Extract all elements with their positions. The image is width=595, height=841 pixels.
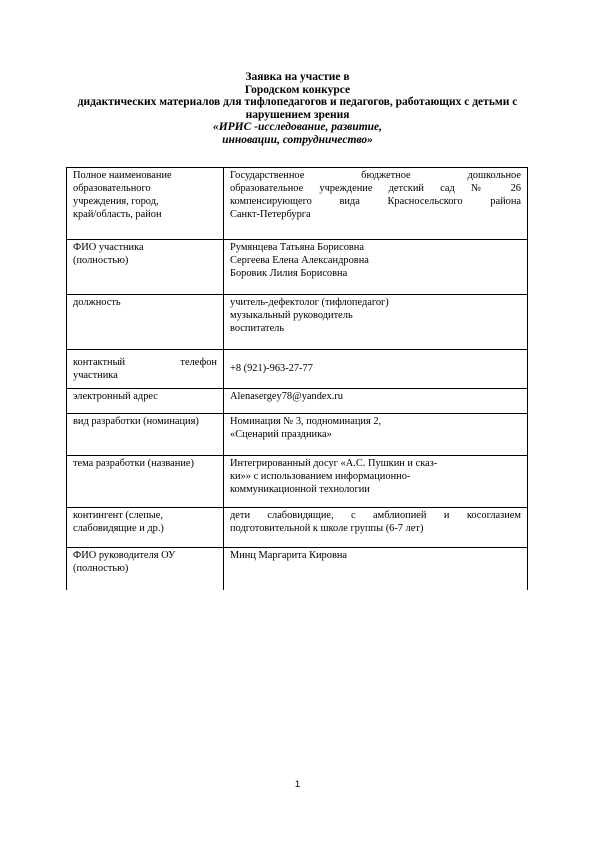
- label-text: ФИО участника: [73, 242, 144, 253]
- field-value-participant: [224, 240, 528, 295]
- field-value-contingent: [224, 508, 528, 548]
- value-text: компенсирующего вида Красносельского района: [230, 196, 521, 207]
- field-value-position: [224, 295, 528, 350]
- field-value-phone: [224, 350, 528, 389]
- label-text: образовательного: [73, 183, 151, 194]
- label-text: вид разработки (номинация): [73, 416, 199, 427]
- label-text: контактный телефон: [73, 356, 217, 368]
- field-value-head: [224, 548, 528, 590]
- document-heading: [40, 71, 555, 147]
- value-text: ки»» с использованием информационно-: [230, 471, 411, 482]
- value-text: Румянцева Татьяна Борисовна: [230, 242, 364, 253]
- label-text: учреждения, город,: [73, 196, 159, 207]
- value-text: Alenasergey78@yandex.ru: [230, 391, 343, 402]
- application-form-table: [66, 167, 528, 590]
- label-text: электронный адрес: [73, 391, 158, 402]
- value-text: Государственное бюджетное дошкольное: [230, 170, 521, 181]
- field-label-email: [67, 389, 224, 414]
- contest-name-line: «ИРИС -исследование, развитие,: [212, 121, 383, 134]
- table-row: [67, 240, 528, 295]
- value-text: Интегрированный досуг «А.С. Пушкин и сказ-: [230, 458, 438, 469]
- table-row: [67, 389, 528, 414]
- field-value-email: [224, 389, 528, 414]
- label-text: край/область, район: [73, 209, 162, 220]
- heading-line: Городском конкурсе: [244, 83, 351, 96]
- value-text: дети слабовидящие, с амблиопией и косоглазием: [230, 510, 521, 521]
- value-text: +8 (921)-963-27-77: [230, 363, 313, 374]
- table-row: [67, 295, 528, 350]
- field-value-topic: [224, 456, 528, 508]
- label-text: (полностью): [73, 255, 129, 266]
- table-row: [67, 168, 528, 240]
- field-label-head: [67, 548, 224, 590]
- label-text: тема разработки (название): [73, 458, 194, 469]
- field-label-contingent: [67, 508, 224, 548]
- heading-line: нарушением зрения: [245, 108, 350, 121]
- value-text: Минц Маргарита Кировна: [230, 550, 348, 561]
- label-text: Полное наименование: [73, 170, 172, 181]
- value-text: музыкальный руководитель: [230, 310, 353, 321]
- label-text: слабовидящие и др.): [73, 523, 164, 534]
- value-text: Боровик Лилия Борисовна: [230, 268, 348, 279]
- table-row: [67, 548, 528, 590]
- value-text: образовательное учреждение детский сад № 26: [230, 183, 521, 194]
- label-text: ФИО руководителя ОУ: [73, 550, 176, 561]
- value-text: Номинация № 3, подноминация 2,: [230, 416, 382, 427]
- label-text: контингент (слепые,: [73, 510, 163, 521]
- value-text: коммуникационной технологии: [230, 484, 370, 495]
- table-row: [67, 508, 528, 548]
- table-row: [67, 350, 528, 389]
- label-text: должность: [73, 297, 121, 308]
- value-text: воспитатель: [230, 323, 285, 334]
- heading-line: Заявка на участие в: [245, 71, 350, 83]
- page-number: 1: [294, 779, 301, 790]
- field-label-topic: [67, 456, 224, 508]
- field-label-nomination: [67, 414, 224, 456]
- value-text: Сергеева Елена Александровна: [230, 255, 369, 266]
- label-text: (полностью): [73, 563, 129, 574]
- field-label-participant: [67, 240, 224, 295]
- value-text: подготовительной к школе группы (6-7 лет): [230, 523, 424, 534]
- field-value-institution: [224, 168, 528, 240]
- field-value-nomination: [224, 414, 528, 456]
- field-label-position: [67, 295, 224, 350]
- table-row: [67, 456, 528, 508]
- contest-name-line: инновации, сотрудничество»: [222, 133, 373, 146]
- label-text: участника: [73, 369, 118, 381]
- heading-line: дидактических материалов для тифлопедагогов и педагогов, работающих с детьми с: [77, 96, 518, 109]
- field-label-institution: [67, 168, 224, 240]
- value-text: учитель-дефектолог (тифлопедагог): [230, 297, 389, 308]
- field-label-phone: [67, 350, 224, 389]
- table-row: [67, 414, 528, 456]
- value-text: Санкт-Петербурга: [230, 209, 311, 220]
- value-text: «Сценарий праздника»: [230, 429, 332, 440]
